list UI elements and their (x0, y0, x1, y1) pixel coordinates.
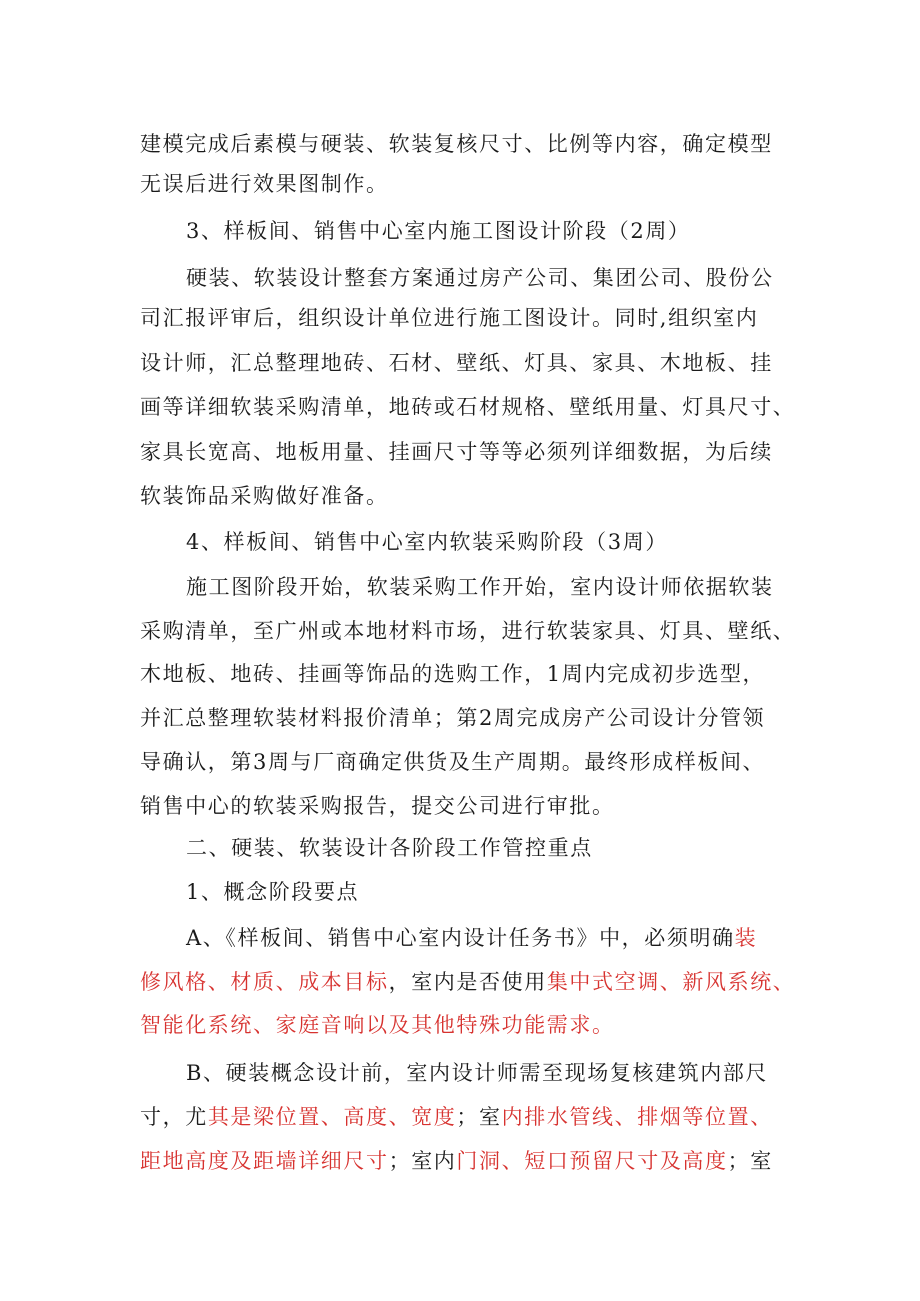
text-line: 家具长宽高、地板用量、挂画尺寸等等必须列详细数据，为后续 (140, 440, 773, 464)
text-line: 距地高度及距墙详细尺寸；室内门洞、短口预留尺寸及高度；室 (140, 1149, 773, 1173)
text-line: 寸，尤其是梁位置、高度、宽度；室内排水管线、排烟等位置、 (140, 1105, 773, 1129)
highlight-text: 门洞、短口预留尺寸及高度 (456, 1149, 728, 1173)
subheading-3: 3、样板间、销售中心室内施工图设计阶段（2周） (186, 219, 691, 243)
highlight-text: 其是梁位置、高度、宽度 (207, 1105, 457, 1129)
text-line: 施工图阶段开始，软装采购工作开始，室内设计师依据软装 (186, 575, 774, 599)
text-line: 建模完成后素模与硬装、软装复核尺寸、比例等内容，确定模型 (140, 132, 773, 156)
subheading-4: 4、样板间、销售中心室内软装采购阶段（3周） (186, 530, 668, 554)
highlight-text: 集中式空调、新风系统、 (546, 970, 796, 994)
text-line: 并汇总整理软装材料报价清单；第2周完成房产公司设计分管领 (140, 706, 766, 730)
text-line: A、《样板间、销售中心室内设计任务书》中，必须明确装 (186, 926, 758, 950)
text-line: B、硬装概念设计前，室内设计师需至现场复核建筑内部尺 (186, 1061, 769, 1085)
text-line: 采购清单，至广州或本地材料市场，进行软装家具、灯具、壁纸、 (140, 619, 796, 643)
text-line: 销售中心的软装采购报告，提交公司进行审批。 (140, 794, 615, 818)
text-line: 画等详细软装采购清单，地砖或石材规格、壁纸用量、灯具尺寸、 (140, 395, 796, 419)
section-heading-2: 二、硬装、软装设计各阶段工作管控重点 (186, 836, 593, 860)
text-line: 设计师，汇总整理地砖、石材、壁纸、灯具、家具、木地板、挂 (140, 351, 773, 375)
text-line: 硬装、软装设计整套方案通过房产公司、集团公司、股份公 (186, 266, 774, 290)
text-line: 无误后进行效果图制作。 (140, 172, 389, 196)
text-line (140, 1005, 790, 1045)
text-line: 木地板、地砖、挂画等饰品的选购工作，1周内完成初步选型， (140, 662, 766, 686)
text-line: 导确认，第3周与厂商确定供货及生产周期。最终形成样板间、 (140, 750, 766, 774)
text-line: 软装饰品采购做好准备。 (140, 484, 389, 508)
highlight-text: 修风格、材质、成本目标 (140, 970, 389, 994)
highlight-text: 智能化系统、家庭音响以及其他特殊功能需求。 (140, 1013, 615, 1037)
subheading-1: 1、概念阶段要点 (186, 880, 360, 904)
text-line: 修风格、材质、成本目标，室内是否使用集中式空调、新风系统、 (140, 970, 796, 994)
highlight-text: 距地高度及距墙详细尺寸 (140, 1149, 389, 1173)
highlight-text: 内排水管线、排烟等位置、 (501, 1105, 773, 1129)
text-line: 司汇报评审后，组织设计单位进行施工图设计。同时,组织室内 (140, 306, 759, 330)
highlight-text: 装 (734, 926, 758, 950)
